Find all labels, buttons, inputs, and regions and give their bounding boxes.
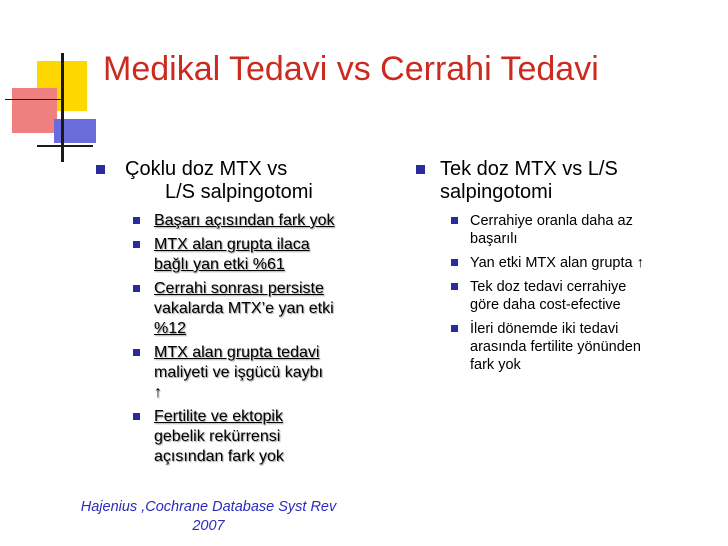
bullet-square-icon	[133, 241, 140, 248]
bullet-square-icon	[133, 217, 140, 224]
bullet-square-icon	[416, 165, 425, 174]
citation-footer: Hajenius ,Cochrane Database Syst Rev 2007	[80, 499, 337, 534]
list-item: Yan etki MTX alan grupta ↑	[416, 254, 716, 272]
left-heading: Çoklu doz MTX vs L/S salpingotomi	[96, 158, 396, 204]
right-heading: Tek doz MTX vs L/S salpingotomi	[416, 158, 716, 204]
list-item: Fertilite ve ektopik gebelik rekürrensi açısından fark yok	[96, 407, 396, 467]
bullet-square-icon	[133, 349, 140, 356]
bullet-square-icon	[451, 217, 458, 224]
list-item: Başarı açısından fark yok	[96, 211, 396, 231]
bullet-square-icon	[451, 259, 458, 266]
bullet-square-icon	[96, 165, 105, 174]
list-item: MTX alan grupta ilaca bağlı yan etki %61	[96, 235, 396, 275]
left-column	[96, 158, 396, 467]
list-item: MTX alan grupta tedavi maliyeti ve işgücü kaybı ↑	[96, 343, 396, 403]
list-item: İleri dönemde iki tedavi arasında fertilite yönünden fark yok	[416, 320, 716, 374]
decor-horizontal-line	[37, 145, 93, 147]
right-column	[416, 158, 716, 374]
bullet-square-icon	[451, 325, 458, 332]
list-item: Cerrahiye oranla daha az başarılı	[416, 212, 716, 248]
bullet-square-icon	[133, 413, 140, 420]
bullet-square-icon	[451, 283, 458, 290]
decor-horizontal-line-2	[5, 99, 61, 100]
slide-title: Medikal Tedavi vs Cerrahi Tedavi	[103, 50, 599, 88]
bullet-square-icon	[133, 285, 140, 292]
list-item: Cerrahi sonrası persiste vakalarda MTX’e yan etki %12	[96, 279, 396, 339]
decor-red-square	[12, 88, 57, 133]
list-item: Tek doz tedavi cerrahiye göre daha cost-efective	[416, 278, 716, 314]
